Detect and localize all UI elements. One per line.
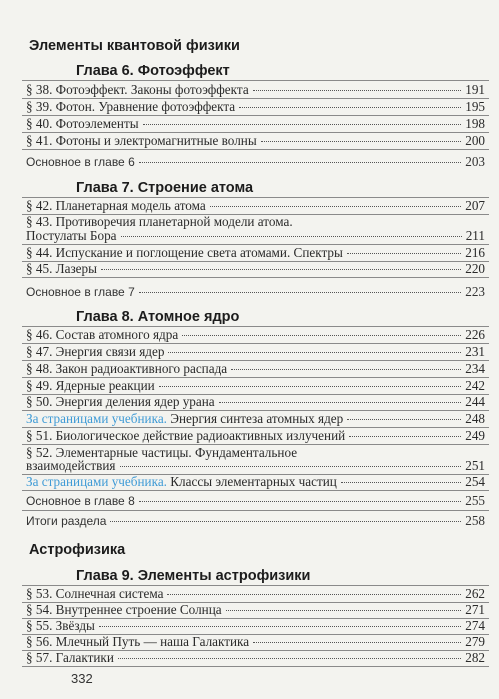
entry-page: 271 [465, 602, 485, 617]
leader-dots [347, 419, 461, 420]
entry-page: 279 [465, 634, 485, 649]
entry-title: § 50. Энергия деления ядер урана [26, 394, 215, 409]
leader-dots [210, 206, 461, 207]
entry-title: § 52. Элементарные частицы. Фундаментальное [26, 445, 298, 460]
chapter-summary[interactable] [26, 285, 485, 299]
leader-dots [139, 292, 461, 293]
toc-entry[interactable] [26, 83, 485, 97]
toc-entry[interactable] [26, 635, 485, 649]
chapter-summary[interactable] [26, 494, 485, 508]
leader-dots [253, 642, 461, 643]
entry-title: Постулаты Бора [26, 228, 117, 243]
chapter-summary[interactable] [26, 155, 485, 169]
toc-entry-continued[interactable] [26, 459, 485, 473]
leader-dots [261, 141, 461, 142]
toc-entry[interactable] [26, 603, 485, 617]
toc-entry[interactable] [26, 100, 485, 114]
leader-dots [101, 269, 461, 270]
entry-page: 244 [465, 394, 485, 409]
entry-title: § 54. Внутреннее строение Солнца [26, 602, 222, 617]
leader-dots [167, 594, 461, 595]
entry-title: § 55. Звёзды [26, 618, 95, 633]
results-page: 258 [465, 513, 485, 528]
entry-title: § 53. Солнечная система [26, 586, 164, 601]
entry-page: 211 [465, 228, 485, 243]
divider [22, 149, 489, 150]
leader-dots [347, 253, 461, 254]
extra-reading-label: За страницами учебника. [26, 411, 167, 426]
entry-title: § 42. Планетарная модель атома [26, 198, 206, 213]
entry-title: § 56. Млечный Путь — наша Галактика [26, 634, 250, 649]
leader-dots [139, 501, 461, 502]
summary-page: 255 [465, 493, 485, 508]
entry-title: взаимодействия [26, 458, 116, 473]
leader-dots [159, 386, 461, 387]
entry-title: Энергия синтеза атомных ядер [166, 411, 344, 426]
leader-dots [239, 107, 461, 108]
leader-dots [120, 466, 462, 467]
leader-dots [219, 402, 462, 403]
entry-title: § 51. Биологическое действие радиоактивных излучений [26, 428, 346, 443]
leader-dots [341, 482, 461, 483]
toc-entry[interactable] [26, 246, 485, 260]
leader-dots [121, 236, 462, 237]
entry-page: 220 [465, 261, 485, 276]
entry-title: § 40. Фотоэлементы [26, 116, 139, 131]
summary-page: 203 [465, 154, 485, 169]
summary-title: Основное в главе 8 [26, 494, 135, 508]
leader-dots [253, 90, 462, 91]
entry-page: 282 [465, 650, 485, 665]
divider [22, 490, 489, 491]
toc-entry[interactable] [26, 117, 485, 131]
toc-entry[interactable] [26, 262, 485, 276]
entry-title: § 49. Ядерные реакции [26, 378, 155, 393]
leader-dots [139, 162, 461, 163]
entry-page: 216 [465, 245, 485, 260]
toc-entry[interactable] [26, 395, 485, 409]
entry-title: § 44. Испускание и поглощение света атомами. Спектры [26, 245, 343, 260]
toc-entry[interactable] [26, 379, 485, 393]
extra-reading-entry[interactable] [26, 475, 485, 489]
toc-entry[interactable] [26, 134, 485, 148]
leader-dots [168, 352, 461, 353]
entry-title: § 43. Противоречия планетарной модели атома. [26, 214, 293, 229]
toc-entry[interactable] [26, 619, 485, 633]
chapter-title: Глава 8. Атомное ядро [76, 309, 240, 325]
leader-dots [182, 335, 461, 336]
leader-dots [226, 610, 462, 611]
summary-page: 223 [465, 284, 485, 299]
entry-page: 234 [465, 361, 485, 376]
divider [22, 80, 489, 81]
entry-title: Классы элементарных частиц [166, 474, 337, 489]
section-title: Элементы квантовой физики [29, 38, 240, 54]
entry-page: 254 [465, 474, 485, 489]
entry-page: 231 [465, 344, 485, 359]
toc-entry[interactable] [26, 215, 485, 229]
leader-dots [349, 436, 461, 437]
chapter-title: Глава 6. Фотоэффект [76, 63, 230, 79]
entry-page: 249 [465, 428, 485, 443]
toc-entry-continued[interactable] [26, 229, 485, 243]
entry-page: 242 [465, 378, 485, 393]
section-results[interactable] [26, 514, 485, 528]
divider [22, 277, 489, 278]
entry-title: § 38. Фотоэффект. Законы фотоэффекта [26, 82, 249, 97]
chapter-title: Глава 7. Строение атома [76, 180, 254, 196]
entry-title: § 57. Галактики [26, 650, 114, 665]
summary-title: Основное в главе 6 [26, 155, 135, 169]
entry-page: 274 [465, 618, 485, 633]
leader-dots [143, 124, 462, 125]
entry-title: § 46. Состав атомного ядра [26, 327, 179, 342]
leader-dots [118, 658, 461, 659]
divider [22, 510, 489, 511]
summary-title: Основное в главе 7 [26, 285, 135, 299]
toc-entry[interactable] [26, 362, 485, 376]
toc-entry[interactable] [26, 587, 485, 601]
entry-page: 200 [465, 133, 485, 148]
entry-page: 226 [465, 327, 485, 342]
toc-entry[interactable] [26, 199, 485, 213]
entry-page: 207 [465, 198, 485, 213]
entry-page: 262 [465, 586, 485, 601]
section-title: Астрофизика [29, 542, 126, 558]
toc-entry[interactable] [26, 429, 485, 443]
entry-title: § 48. Закон радиоактивного распада [26, 361, 228, 376]
extra-reading-label: За страницами учебника. [26, 474, 167, 489]
divider [22, 666, 489, 667]
leader-dots [231, 369, 461, 370]
entry-page: 251 [465, 458, 485, 473]
entry-page: 248 [465, 411, 485, 426]
toc-entry[interactable] [26, 328, 485, 342]
entry-page: 198 [465, 116, 485, 131]
results-title: Итоги раздела [26, 514, 107, 528]
chapter-title: Глава 9. Элементы астрофизики [76, 568, 311, 584]
entry-title: § 45. Лазеры [26, 261, 97, 276]
toc-entry[interactable] [26, 651, 485, 665]
toc-entry[interactable] [26, 345, 485, 359]
leader-dots [99, 626, 461, 627]
entry-page: 195 [465, 99, 485, 114]
extra-reading-entry[interactable] [26, 412, 485, 426]
entry-title: § 39. Фотон. Уравнение фотоэффекта [26, 99, 236, 114]
entry-page: 191 [465, 82, 485, 97]
leader-dots [110, 521, 461, 522]
entry-title: § 47. Энергия связи ядер [26, 344, 165, 359]
page-number: 332 [71, 671, 93, 686]
entry-title: § 41. Фотоны и электромагнитные волны [26, 133, 257, 148]
